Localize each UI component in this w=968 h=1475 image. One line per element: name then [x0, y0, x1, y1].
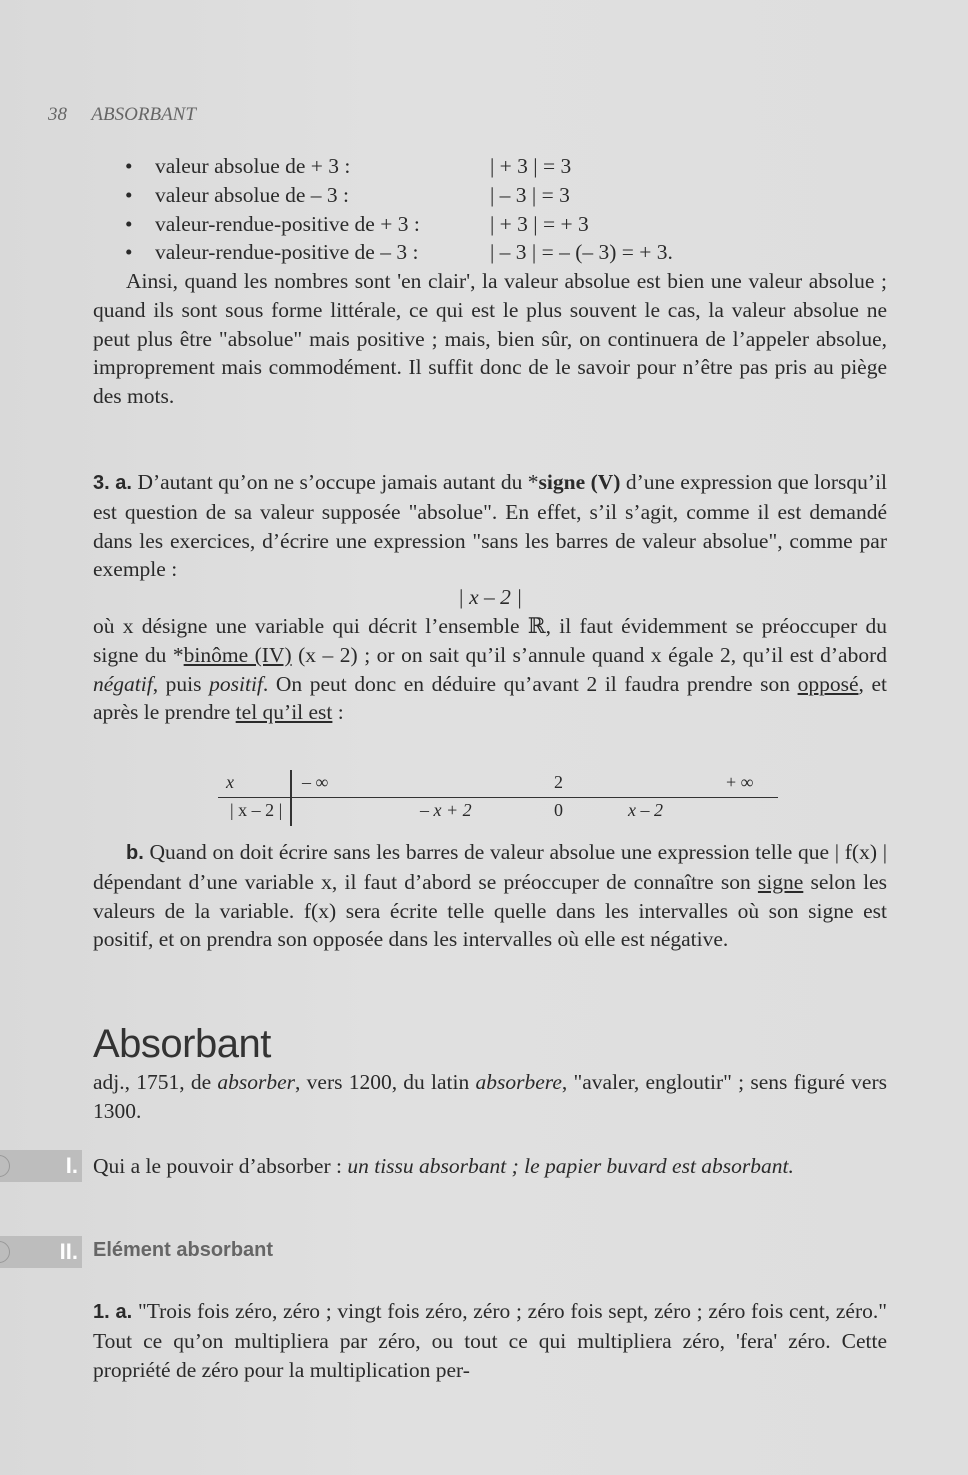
bullet: •	[125, 211, 133, 236]
emphasis: absorber	[217, 1070, 296, 1094]
sense-marker-1	[0, 1150, 82, 1182]
list-item	[93, 152, 887, 181]
section-3a	[93, 468, 887, 584]
table-right-expr: x – 2	[628, 800, 663, 820]
sense-1	[93, 1152, 887, 1181]
text: adj., 1751, de	[93, 1070, 218, 1094]
etymology	[93, 1068, 887, 1126]
paragraph-ainsi: Ainsi, quand les nombres sont 'en clair', la valeur absolue est bien une valeur absolue ; quand ils sont sous forme littérale, ce qui est le plus souvent le cas, la valeur absolue ne peut plus être "absolue" mais positive ; mais, bien sûr, on continuera de l’appeler absolue, improprement mais commodément. Il suffit donc de le savoir pour n’être pas pris au piège des mots.	[93, 269, 887, 409]
underlined-term: tel qu’il est	[235, 700, 333, 725]
bullet-value: | + 3 | = 3	[490, 154, 572, 178]
sense-2-title: Elément absorbant	[93, 1239, 274, 1261]
bullet: •	[125, 182, 133, 207]
text: , et après le prendre	[93, 671, 887, 725]
list-item	[93, 238, 887, 267]
list-item	[93, 210, 887, 239]
bullet-list	[93, 152, 887, 267]
table-two: 2	[554, 772, 563, 792]
underlined-term: signe	[757, 869, 804, 894]
table-zero: 0	[554, 800, 563, 820]
running-title: ABSORBANT	[91, 104, 196, 125]
example: un tissu absorbant ; le papier buvard est absorbant.	[347, 1154, 794, 1178]
bullet-value: | – 3 | = 3	[490, 182, 570, 207]
section-number: b.	[126, 842, 144, 864]
term-link[interactable]: binôme (IV)	[183, 642, 292, 667]
bullet-label: valeur-rendue-positive de + 3 :	[155, 211, 420, 236]
bullet-value: | + 3 | = + 3	[490, 211, 589, 236]
section-number: 3. a.	[93, 472, 132, 494]
table-left-expr: – x + 2	[420, 800, 472, 820]
roman-numeral: I.	[65, 1153, 78, 1178]
table-x-label: x	[226, 772, 234, 792]
bullet-label: valeur absolue de – 3 :	[155, 182, 350, 207]
underlined-term: opposé	[797, 671, 859, 696]
text: , vers 1200, du latin	[295, 1070, 476, 1094]
section-3b	[93, 838, 887, 954]
text: Quand on doit écrire sans les barres de valeur absolue une expression telle que | f(x) | dépendant d’une variable x, il faut d’abord se préoccuper de connaître son	[93, 840, 887, 894]
text: , "avaler, engloutir" ; sens figuré vers 1300.	[93, 1070, 887, 1123]
emphasis: positif	[209, 671, 263, 696]
text: (x – 2) ; or on sait qu’il s’annule quand x égale 2, qu’il est d’abord	[291, 642, 887, 667]
sense-marker-2	[0, 1236, 82, 1268]
running-header	[48, 104, 196, 126]
text: d’une expression que lorsqu’il est question de sa valeur supposée "absolue". En effet, s’il s’agit, comme il est demandé dans les exercices, d’écrire une expression "sans les barres de valeur absolue", comme par exemple :	[93, 470, 888, 582]
text: :	[332, 700, 344, 725]
bullet-value: | – 3 | = – (– 3) = + 3.	[490, 240, 673, 265]
sign-table	[218, 770, 798, 822]
bullet-label: valeur absolue de + 3 :	[155, 154, 351, 178]
emphasis: négatif	[93, 671, 153, 696]
table-minus-inf: – ∞	[302, 772, 329, 792]
table-row-label: | x – 2 |	[230, 800, 283, 820]
text: D’autant qu’on ne s’occupe jamais autant du *	[132, 470, 539, 494]
table-plus-inf: + ∞	[726, 772, 754, 792]
formula-text: | x – 2 |	[457, 585, 523, 609]
table-rule	[218, 797, 778, 798]
list-item	[93, 181, 887, 210]
section-1a	[93, 1297, 887, 1384]
table-divider	[290, 770, 292, 826]
entry-title: Absorbant	[93, 1022, 271, 1066]
bullet-label: valeur-rendue-positive de – 3 :	[155, 240, 419, 265]
emphasis: absorbere	[475, 1070, 562, 1094]
section-3a-cont	[93, 612, 887, 727]
text: où x désigne une variable qui décrit l’ensemble ℝ, il faut évidemment se préoccuper du signe du *	[93, 614, 887, 667]
text: Qui a le pouvoir d’absorber :	[93, 1154, 348, 1178]
bullet: •	[125, 154, 133, 178]
formula	[93, 583, 887, 612]
roman-numeral: II.	[59, 1239, 78, 1264]
bullet: •	[125, 240, 133, 265]
text: , puis	[152, 671, 210, 696]
term-link[interactable]: signe (V)	[538, 470, 621, 494]
text: "Trois fois zéro, zéro ; vingt fois zéro, zéro ; zéro fois sept, zéro ; zéro fois cent, zéro." Tout ce qu’on multipliera par zéro, ou tout ce qui multipliera zéro, 'fera' zéro. Cette propriété de zéro pour la multiplication per-	[93, 1299, 888, 1382]
section-number: 1. a.	[93, 1301, 133, 1323]
text: . On peut donc en déduire qu’avant 2 il faudra prendre son	[262, 671, 798, 696]
text: selon les valeurs de la variable. f(x) sera écrite telle quelle dans les intervalles où son signe est positif, et on prendra son opposée dans les intervalles où elle est négative.	[93, 869, 887, 952]
page-number: 38	[48, 104, 67, 125]
